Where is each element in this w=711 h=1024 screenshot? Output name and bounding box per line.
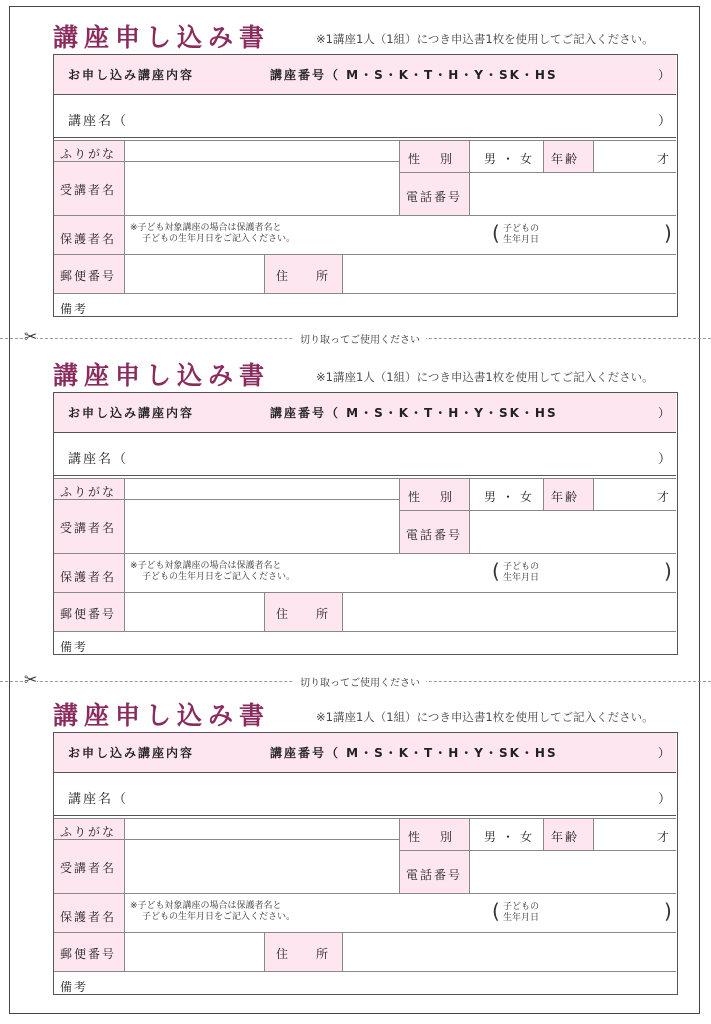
name-field[interactable] [125,840,399,893]
course-number-close: ） [658,68,673,82]
furigana-label: ふりがな [60,485,117,499]
cut-label: 切り取ってご使用ください [294,331,426,346]
remarks-label: 備考 [60,302,89,316]
phone-label: 電話番号 [406,868,463,882]
child-birth-field[interactable] [554,216,659,254]
form-table: お申し込み講座内容 講座番号（ M・S・K・T・H・Y・SK・HS ） 講座名（ ） ふりがな 受講者名 性 別 男・女 年齢 才 電話番号 保護者名 ※子ども対象講座の場合は保護者名と 子どもの生年月日をご記入ください。 ( 子どもの 生年月日 ) 郵便番号 住 所 備考 [53,732,678,995]
phone-label: 電話番号 [406,190,463,204]
form-title: 講座申し込み書 [53,361,271,390]
age-unit: 才 [657,830,672,844]
phone-field[interactable] [470,851,676,893]
name-label: 受講者名 [60,861,117,875]
gender-value[interactable]: 男・女 [484,490,539,504]
header-label: お申し込み講座内容 [68,68,195,82]
remarks-field[interactable] [104,632,674,654]
age-field[interactable] [594,141,654,172]
phone-label: 電話番号 [406,528,463,542]
form-table: お申し込み講座内容 講座番号（ M・S・K・T・H・Y・SK・HS ） 講座名（ ） ふりがな 受講者名 性 別 男・女 年齢 才 電話番号 保護者名 ※子ども対象講座の場合は保護者名と 子どもの生年月日をご記入ください。 ( 子どもの 生年月日 ) 郵便番号 住 所 備考 [53,54,678,317]
postal-field[interactable] [125,255,264,293]
age-label: 年齢 [551,152,580,166]
name-label: 受講者名 [60,521,117,535]
age-unit: 才 [657,490,672,504]
postal-field[interactable] [125,933,264,971]
name-label: 受講者名 [60,183,117,197]
form-note: ※1講座1人（1組）につき申込書1枚を使用してご記入ください。 [316,370,654,384]
name-field[interactable] [125,500,399,553]
course-name-label: 講座名（ [68,452,129,467]
scissors-icon: ✂ [24,670,38,689]
child-birth-field[interactable] [554,554,659,592]
furigana-field[interactable] [125,479,399,499]
course-name-field[interactable] [144,779,644,809]
gender-label: 性 別 [408,830,457,844]
address-field[interactable] [343,255,676,293]
course-number-close: ） [658,406,673,420]
remarks-field[interactable] [104,972,674,994]
course-name-close: ） [658,792,674,807]
guardian-label: 保護者名 [60,570,117,584]
application-form-3 [0,678,711,1008]
postal-label: 郵便番号 [60,607,117,621]
guardian-label: 保護者名 [60,232,117,246]
form-table: お申し込み講座内容 講座番号（ M・S・K・T・H・Y・SK・HS ） 講座名（ ） ふりがな 受講者名 性 別 男・女 年齢 才 電話番号 保護者名 ※子ども対象講座の場合は保護者名と 子どもの生年月日をご記入ください。 ( 子どもの 生年月日 ) 郵便番号 住 所 備考 [53,392,678,655]
course-name-field[interactable] [144,439,644,469]
course-name-label: 講座名（ [68,114,129,129]
phone-field[interactable] [470,173,676,215]
age-unit: 才 [657,152,672,166]
remarks-label: 備考 [60,640,89,654]
form-title: 講座申し込み書 [53,23,271,52]
guardian-note: ※子ども対象講座の場合は保護者名と 子どもの生年月日をご記入ください。 [130,223,296,244]
age-field[interactable] [594,819,654,850]
guardian-field[interactable] [184,554,484,592]
guardian-label: 保護者名 [60,910,117,924]
address-field[interactable] [343,593,676,631]
name-field[interactable] [125,162,399,215]
child-birth-label: 子どもの 生年月日 [503,562,540,583]
gender-value[interactable]: 男・女 [484,152,539,166]
course-header-row [54,393,676,433]
scissors-icon: ✂ [24,327,38,346]
postal-label: 郵便番号 [60,947,117,961]
guardian-field[interactable] [184,894,484,932]
remarks-field[interactable] [104,294,674,316]
age-field[interactable] [594,479,654,510]
course-number-label: 講座番号（ M・S・K・T・H・Y・SK・HS [270,406,558,420]
child-birth-label: 子どもの 生年月日 [503,224,540,245]
header-label: お申し込み講座内容 [68,406,195,420]
course-name-close: ） [658,452,674,467]
gender-value[interactable]: 男・女 [484,830,539,844]
furigana-field[interactable] [125,141,399,161]
application-form-2 [0,338,711,668]
address-label: 住 所 [276,269,337,283]
furigana-label: ふりがな [60,147,117,161]
course-name-field[interactable] [144,101,644,131]
form-note: ※1講座1人（1組）につき申込書1枚を使用してご記入ください。 [316,32,654,46]
guardian-note: ※子ども対象講座の場合は保護者名と 子どもの生年月日をご記入ください。 [130,901,296,922]
age-label: 年齢 [551,830,580,844]
application-form-1 [0,0,711,330]
course-number-close: ） [658,746,673,760]
course-header-row [54,55,676,95]
guardian-field[interactable] [184,216,484,254]
address-field[interactable] [343,933,676,971]
child-birth-label: 子どもの 生年月日 [503,902,540,923]
postal-label: 郵便番号 [60,269,117,283]
course-name-label: 講座名（ [68,792,129,807]
course-name-close: ） [658,114,674,129]
gender-label: 性 別 [408,490,457,504]
course-header-row [54,733,676,773]
child-birth-field[interactable] [554,894,659,932]
course-number-label: 講座番号（ M・S・K・T・H・Y・SK・HS [270,746,558,760]
address-label: 住 所 [276,607,337,621]
gender-label: 性 別 [408,152,457,166]
header-label: お申し込み講座内容 [68,746,195,760]
furigana-field[interactable] [125,819,399,839]
postal-field[interactable] [125,593,264,631]
guardian-note: ※子ども対象講座の場合は保護者名と 子どもの生年月日をご記入ください。 [130,561,296,582]
course-number-label: 講座番号（ M・S・K・T・H・Y・SK・HS [270,68,558,82]
furigana-label: ふりがな [60,825,117,839]
phone-field[interactable] [470,511,676,553]
form-note: ※1講座1人（1組）につき申込書1枚を使用してご記入ください。 [316,710,654,724]
address-label: 住 所 [276,947,337,961]
remarks-label: 備考 [60,980,89,994]
cut-label: 切り取ってご使用ください [294,674,426,689]
form-title: 講座申し込み書 [53,701,271,730]
age-label: 年齢 [551,490,580,504]
